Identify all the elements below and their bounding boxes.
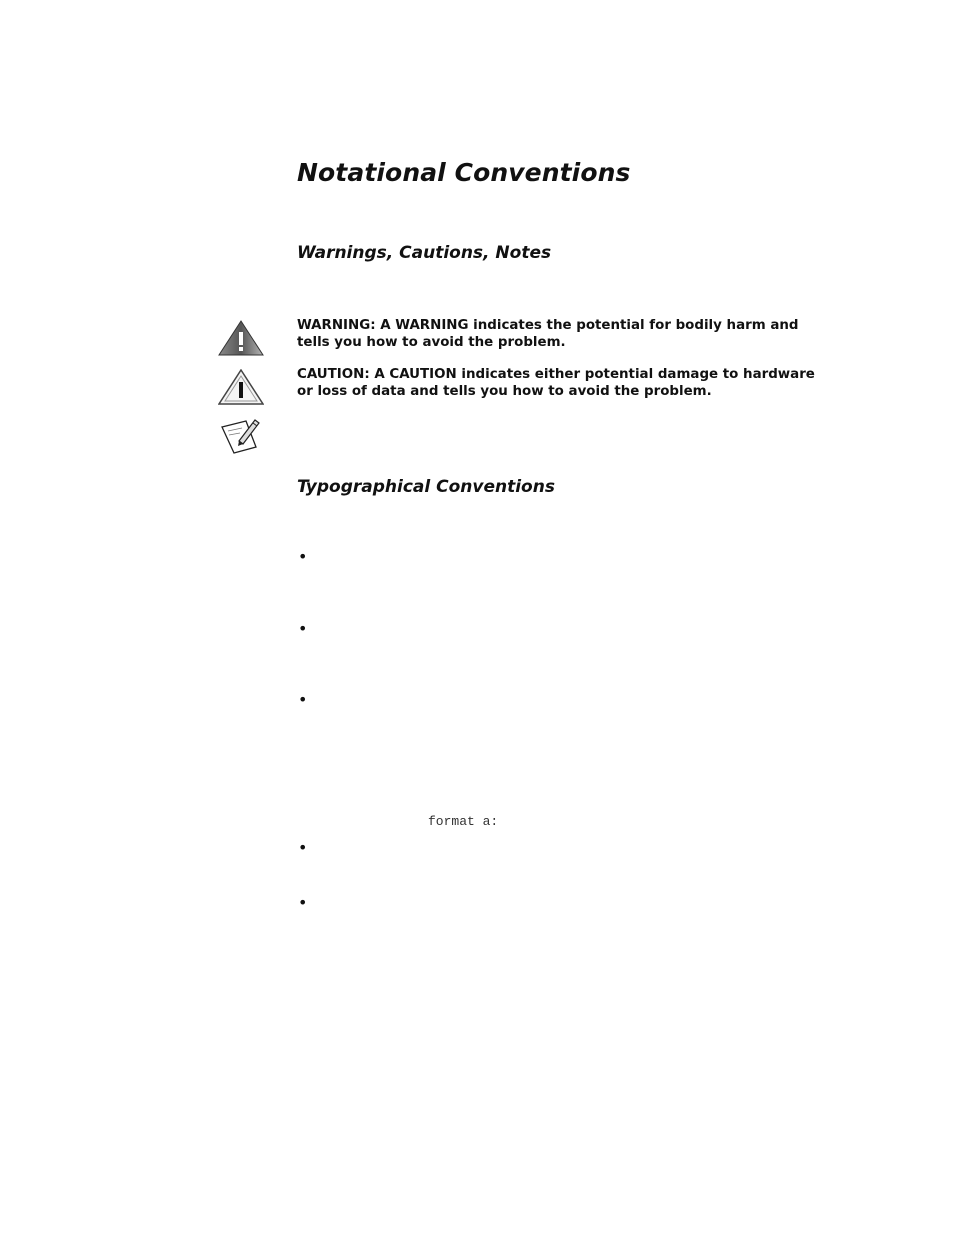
list-bullet: • [298, 838, 308, 857]
section-heading-warnings: Warnings, Cautions, Notes [297, 243, 552, 263]
page-title: Notational Conventions [297, 158, 631, 187]
note-pencil-icon [220, 417, 262, 455]
section-heading-typographical: Typographical Conventions [297, 477, 555, 497]
list-bullet: • [298, 547, 308, 566]
list-bullet: • [298, 893, 308, 912]
warning-icon [218, 320, 264, 356]
warning-notice: WARNING: A WARNING indicates the potential for bodily harm and tells you how to avoid the problem. [297, 318, 799, 350]
list-bullet: • [298, 619, 308, 638]
caution-icon [218, 369, 264, 405]
list-bullet: • [298, 690, 308, 709]
caution-notice: CAUTION: A CAUTION indicates either potential damage to hardware or loss of data and tells you how to avoid the problem. [297, 367, 815, 399]
example-command: format a: [428, 814, 499, 829]
